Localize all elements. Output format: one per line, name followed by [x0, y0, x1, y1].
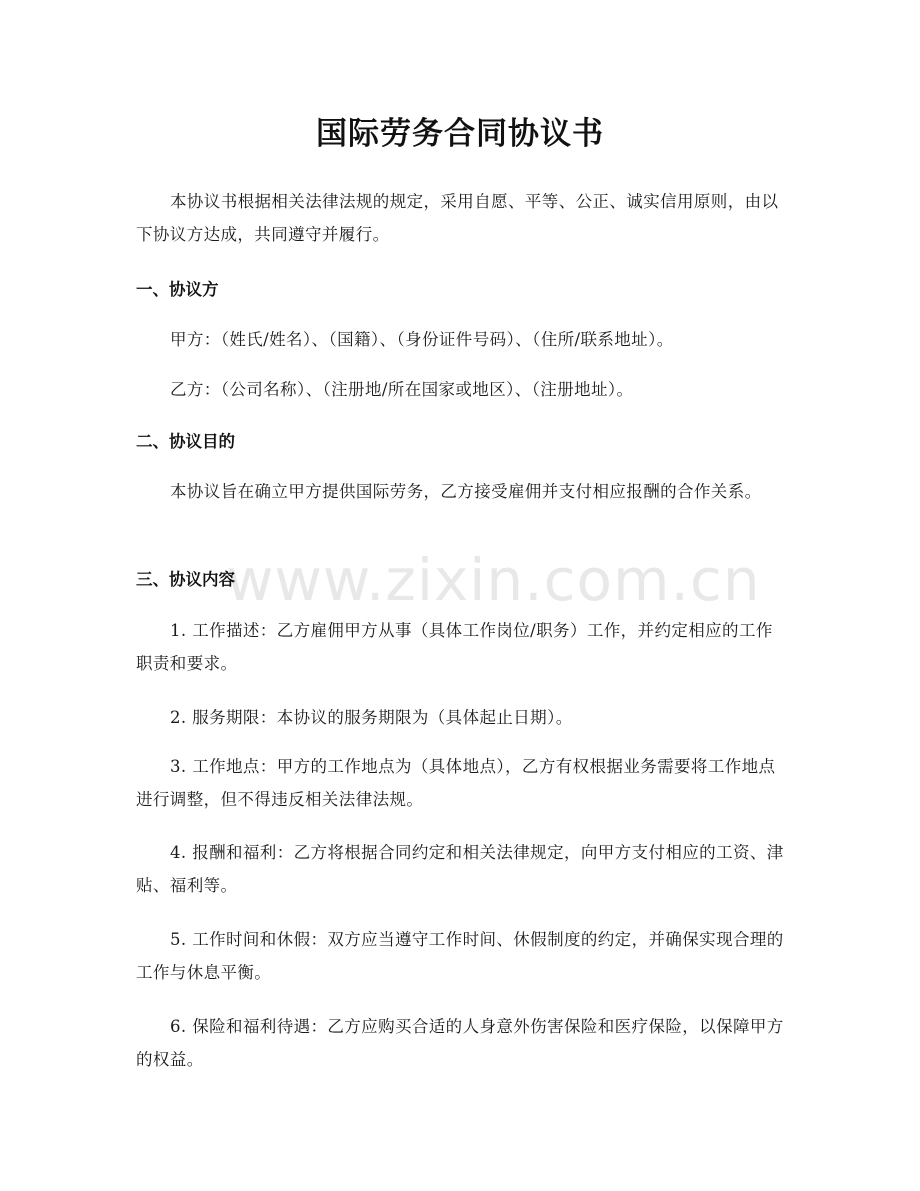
clause-6-paragraph: 6. 保险和福利待遇：乙方应购买合适的人身意外伤害保险和医疗保险，以保障甲方的权益。: [136, 1017, 784, 1069]
intro-paragraph: 本协议书根据相关法律法规的规定，采用自愿、平等、公正、诚实信用原则，由以下协议方达成，共同遵守并履行。: [136, 192, 779, 244]
purpose-paragraph: 本协议旨在确立甲方提供国际劳务，乙方接受雇佣并支付相应报酬的合作关系。: [170, 482, 762, 501]
clause-3-paragraph: 3. 工作地点：甲方的工作地点为（具体地点），乙方有权根据业务需要将工作地点进行调整，但不得违反相关法律法规。: [136, 757, 776, 809]
clause-1-paragraph: 1. 工作描述：乙方雇佣甲方从事（具体工作岗位/职务）工作，并约定相应的工作职责和要求。: [136, 621, 773, 673]
party-a-paragraph: 甲方：（姓氏/姓名）、（国籍）、（身份证件号码）、（住所/联系地址）。: [170, 330, 674, 349]
party-b-paragraph: 乙方：（公司名称）、（注册地/所在国家或地区）、（注册地址）。: [170, 380, 634, 399]
clause-5-paragraph: 5. 工作时间和休假：双方应当遵守工作时间、休假制度的约定，并确保实现合理的工作与休息平衡。: [136, 930, 784, 982]
clause-4-paragraph: 4. 报酬和福利：乙方将根据合同约定和相关法律规定，向甲方支付相应的工资、津贴、福利等。: [136, 843, 784, 895]
section-heading-content: 三、协议内容: [136, 570, 235, 589]
document-title: 国际劳务合同协议书: [316, 116, 604, 152]
section-heading-parties: 一、协议方: [136, 280, 219, 299]
section-heading-purpose: 二、协议目的: [136, 432, 235, 451]
clause-2-paragraph: 2. 服务期限：本协议的服务期限为（具体起止日期）。: [170, 708, 573, 727]
site-watermark: www.zixin.com.cn: [226, 546, 761, 614]
